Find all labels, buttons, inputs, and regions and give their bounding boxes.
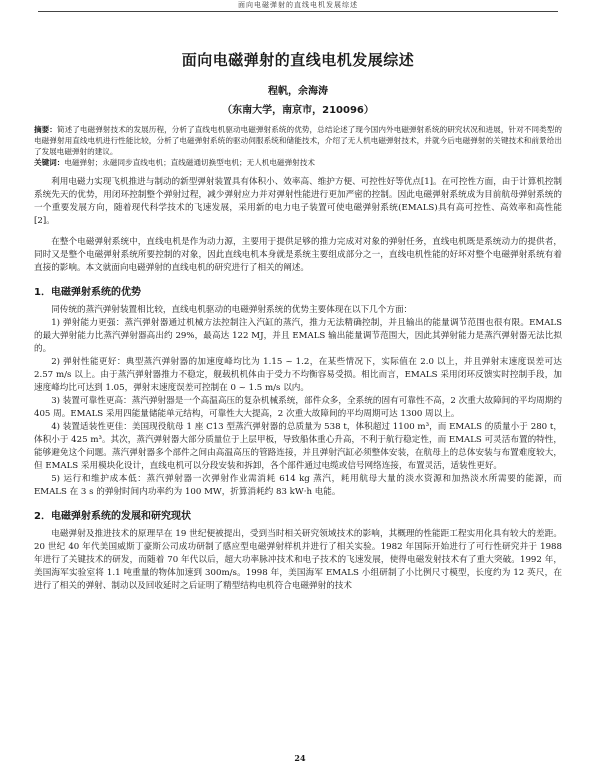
abstract bbox=[34, 124, 562, 157]
intro-paragraph: 利用电磁力实现飞机推进与制动的新型弹射装置具有体积小、效率高、维护方便、可控性好等优点[1]。在可控性方面，由于计算机控制系统先天的优势，用闭环控制整个弹射过程，减少弹射应力并对弹射性能进行更加严密的控制。因此电磁弹射系统成为目前航母弹射系统的一个重要发展方向，随着现代科学技术的飞速发展，采用新的电力电子装置可使电磁弹射系统(EMALS)具有高可控性、高效率和高性能[2]。 bbox=[34, 177, 562, 226]
body-paragraph: 5) 运行和维护成本低：蒸汽弹射器一次弹射作业需消耗 614 kg 蒸汽，耗用航母大量的淡水资源和加热淡水所需要的能源，而 EMALS 在 3 s 的弹射时间内功率约为 100 MW，折算消耗约 83 kW·h 电能。 bbox=[34, 474, 562, 497]
body-paragraph: 同传统的蒸汽弹射装置相比较，直线电机驱动的电磁弹射系统的优势主要体现在以下几个方面： bbox=[51, 305, 413, 315]
paper-title: 面向电磁弹射的直线电机发展综述 bbox=[181, 51, 415, 69]
body-paragraph: 2) 弹射性能更好：典型蒸汽弹射器的加速度峰均比为 1.15 ~ 1.2，在某些情况下，实际值在 2.0 以上，并且弹射末速度误差可达 2.57 m/s 以上。由于蒸汽弹射器推力不稳定，舰载机机体由于受力不均衡容易受损。相比而言，EMALS 采用闭环反馈实时控制手段，加速度峰均比可达到 1.05，弹射末速度误差可控制在 0 ~ 1.5 m/s 以内。 bbox=[34, 357, 562, 393]
abstract-label: 摘要： bbox=[34, 125, 57, 134]
keywords-text: 电磁弹射；永磁同步直线电机；直线磁通切换型电机；无人机电磁弹射技术 bbox=[64, 158, 315, 167]
section-heading: 2．电磁弹射系统的发展和研究现状 bbox=[34, 511, 191, 522]
body-paragraph: 4) 装置适装性更佳：美国现役航母 1 座 C13 型蒸汽弹射器的总质量为 538 t，体积超过 1100 m³，而 EMALS 的质量小于 280 t，体积小于 425 m³。其次，蒸汽弹射器大部分质量位于上层甲板，导致船体重心升高，不利于航行稳定性，而 EMALS 可灵活布置的特性，能够避免这个问题。蒸汽弹射器多个部件之间由高温高压的管路连接，并且弹射汽缸必须整体安装，在航母上的总体安装与布置难度较大，但 EMALS 采用模块化设计，直线电机可以分段安装和拆卸，各个部件通过电缆或信号网络连接，布置灵活，适装性更好。 bbox=[34, 422, 562, 471]
keywords bbox=[34, 157, 562, 168]
keywords-label: 关键词： bbox=[34, 158, 65, 167]
authors: 程帆，余海涛 bbox=[268, 86, 328, 97]
page-number: 24 bbox=[294, 753, 306, 763]
affiliation: （东南大学，南京市，210096） bbox=[222, 105, 374, 116]
body-paragraph: 3) 装置可靠性更高：蒸汽弹射器是一个高温高压的复杂机械系统，部件众多，全系统的固有可靠性不高，2 次重大故障间的平均周期约 405 周。EMALS 采用四能量储能单元结构，可靠性大大提高，2 次重大故障间的平均周期可达 1300 周以上。 bbox=[34, 396, 562, 419]
running-head: 面向电磁弹射的直线电机发展综述 bbox=[38, 0, 558, 12]
section-heading: 1．电磁弹射系统的优势 bbox=[34, 287, 141, 298]
body-paragraph: 电磁弹射及推进技术的原理早在 19 世纪便被提出，受到当时相关研究领域技术的影响，其概理的性能距工程实用化具有较大的差距。20 世纪 40 年代美国威斯丁豪斯公司成功研制了感应型电磁弹射样机并进行了相关实验。1982 年国际开始进行了可行性研究并于 1988 年进行了关键技术的研发，而随着 70 年代以后，超大功率脉冲技术和电子技术的飞速发展，使得电磁发射技术有了重大突破。1992 年，美国海军实验室将 1.1 吨重量的物体加速到 300m/s。1998 年，美国海军 EMALS 小组研制了小比例尺寸模型，长度约为 12 英尺，在进行了相关的弹射、制动以及回收延时之后证明了精型结构电机符合电磁弹射的技术 bbox=[34, 529, 562, 591]
body-paragraph: 1) 弹射能力更强：蒸汽弹射器通过机械方法控制注入汽缸的蒸汽，推力无法精确控制，并且输出的能量调节范围也很有限。EMALS 的最大弹射能力比蒸汽弹射器高出约 29%，最高达 122 MJ，并且 EMALS 输出能量调节范围大，因此其弹射能力是蒸汽弹射器无法比拟的。 bbox=[34, 318, 562, 354]
intro-paragraph: 在整个电磁弹射系统中，直线电机是作为动力源，主要用于提供足够的推力完成对对象的弹射任务，直线电机既是系统动力的提供者，同时又是整个电磁弹射系统所要控制的对象，因此直线电机本身就是系统主要组成部分之一，直线电机性能的好坏对整个电磁弹射系统有着直接的影响。本文就面向电磁弹射的直线电机的研究进行了相关的阐述。 bbox=[34, 237, 562, 273]
abstract-text: 简述了电磁弹射技术的发展历程，分析了直线电机驱动电磁弹射系统的优势，总结论述了现今国内外电磁弹射系统的研究状况和进展，针对不同类型的电磁弹射用直线电机进行性能比较，分析了电磁弹射系统的驱动伺服系统和储能技术，介绍了无人机电磁弹射技术，并就今后电磁弹射的关键技术和前景给出了发展电磁弹射的建议。 bbox=[34, 125, 563, 156]
